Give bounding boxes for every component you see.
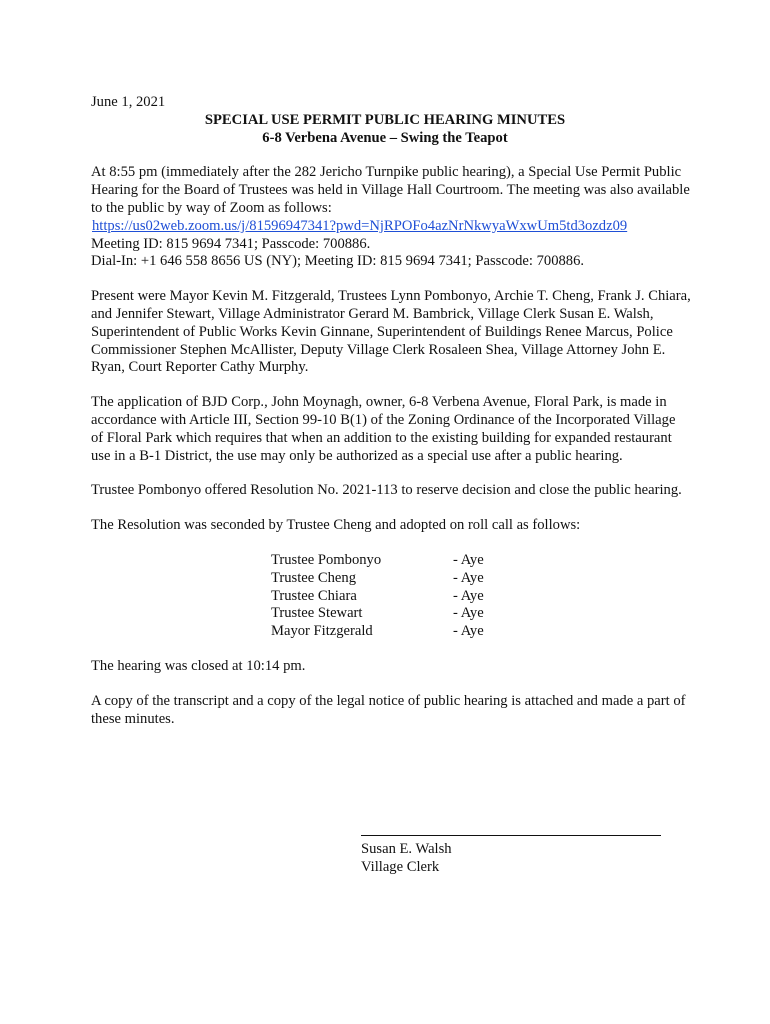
intro-text: At 8:55 pm (immediately after the 282 Jericho Turnpike public hearing), a Special Use Permit Public Hearing for the Board of Trustees was held in Village Hall Courtroom. The meeting was also available to the public by way of Zoom as follows: [91, 164, 690, 216]
document-title: SPECIAL USE PERMIT PUBLIC HEARING MINUTES [204, 111, 566, 128]
roll-call-table [271, 552, 691, 641]
roll-call-vote: - Aye [453, 569, 484, 586]
document-body [91, 94, 691, 728]
application-paragraph: The application of BJD Corp., John Moynagh, owner, 6-8 Verbena Avenue, Floral Park, is made in accordance with Article III, Section 99-10 B(1) of the Zoning Ordinance of the Incorporated Village of Floral Park which requires that when an addition to the existing building for expanded restaurant use in a B-1 District, the use may only be authorized as a special use after a public hearing. [91, 394, 676, 464]
roll-call-name: Trustee Chiara [271, 587, 357, 604]
dial-in-line: Dial-In: +1 646 558 8656 US (NY); Meeting ID: 815 9694 7341; Passcode: 700886. [91, 253, 585, 270]
signature-line [361, 835, 661, 836]
present-paragraph: Present were Mayor Kevin M. Fitzgerald, Trustees Lynn Pombonyo, Archie T. Cheng, Frank J. Chiara, and Jennifer Stewart, Village Administrator Gerard M. Bambrick, Village Clerk Susan E. Walsh, Superintendent of Public Works Kevin Ginnane, Superintendent of Buildings Renee Marcus, Police Commissioner Stephen McAllister, Deputy Village Clerk Rosaleen Shea, Village Attorney John E. Ryan, Court Reporter Cathy Murphy. [91, 288, 691, 376]
intro-paragraph [91, 164, 691, 271]
document-date: June 1, 2021 [91, 94, 166, 110]
roll-call-name: Mayor Fitzgerald [271, 623, 373, 640]
signature-block [361, 835, 661, 877]
roll-call-name: Trustee Stewart [271, 605, 363, 622]
closed-paragraph: The hearing was closed at 10:14 pm. [91, 657, 306, 674]
seconded-paragraph: The Resolution was seconded by Trustee Cheng and adopted on roll call as follows: [91, 517, 581, 534]
roll-call-vote: - Aye [453, 623, 484, 640]
roll-call-vote: - Aye [453, 587, 484, 604]
zoom-link[interactable]: https://us02web.zoom.us/j/81596947341?pwd=NjRPOFo4azNrNkwyaWxwUm5td3ozdz09 [92, 217, 628, 234]
signatory-name: Susan E. Walsh [361, 841, 452, 857]
roll-call-name: Trustee Cheng [271, 569, 356, 586]
resolution-paragraph: Trustee Pombonyo offered Resolution No. 2021-113 to reserve decision and close the public hearing. [91, 482, 682, 499]
signatory-title: Village Clerk [361, 858, 440, 875]
roll-call-name: Trustee Pombonyo [271, 551, 382, 568]
roll-call-vote: - Aye [453, 605, 484, 622]
document-subtitle: 6-8 Verbena Avenue – Swing the Teapot [262, 129, 508, 146]
roll-call-vote: - Aye [453, 551, 484, 568]
transcript-paragraph: A copy of the transcript and a copy of the legal notice of public hearing is attached and made a part of these minutes. [91, 692, 686, 727]
meeting-id-line: Meeting ID: 815 9694 7341; Passcode: 700886. [91, 235, 371, 252]
